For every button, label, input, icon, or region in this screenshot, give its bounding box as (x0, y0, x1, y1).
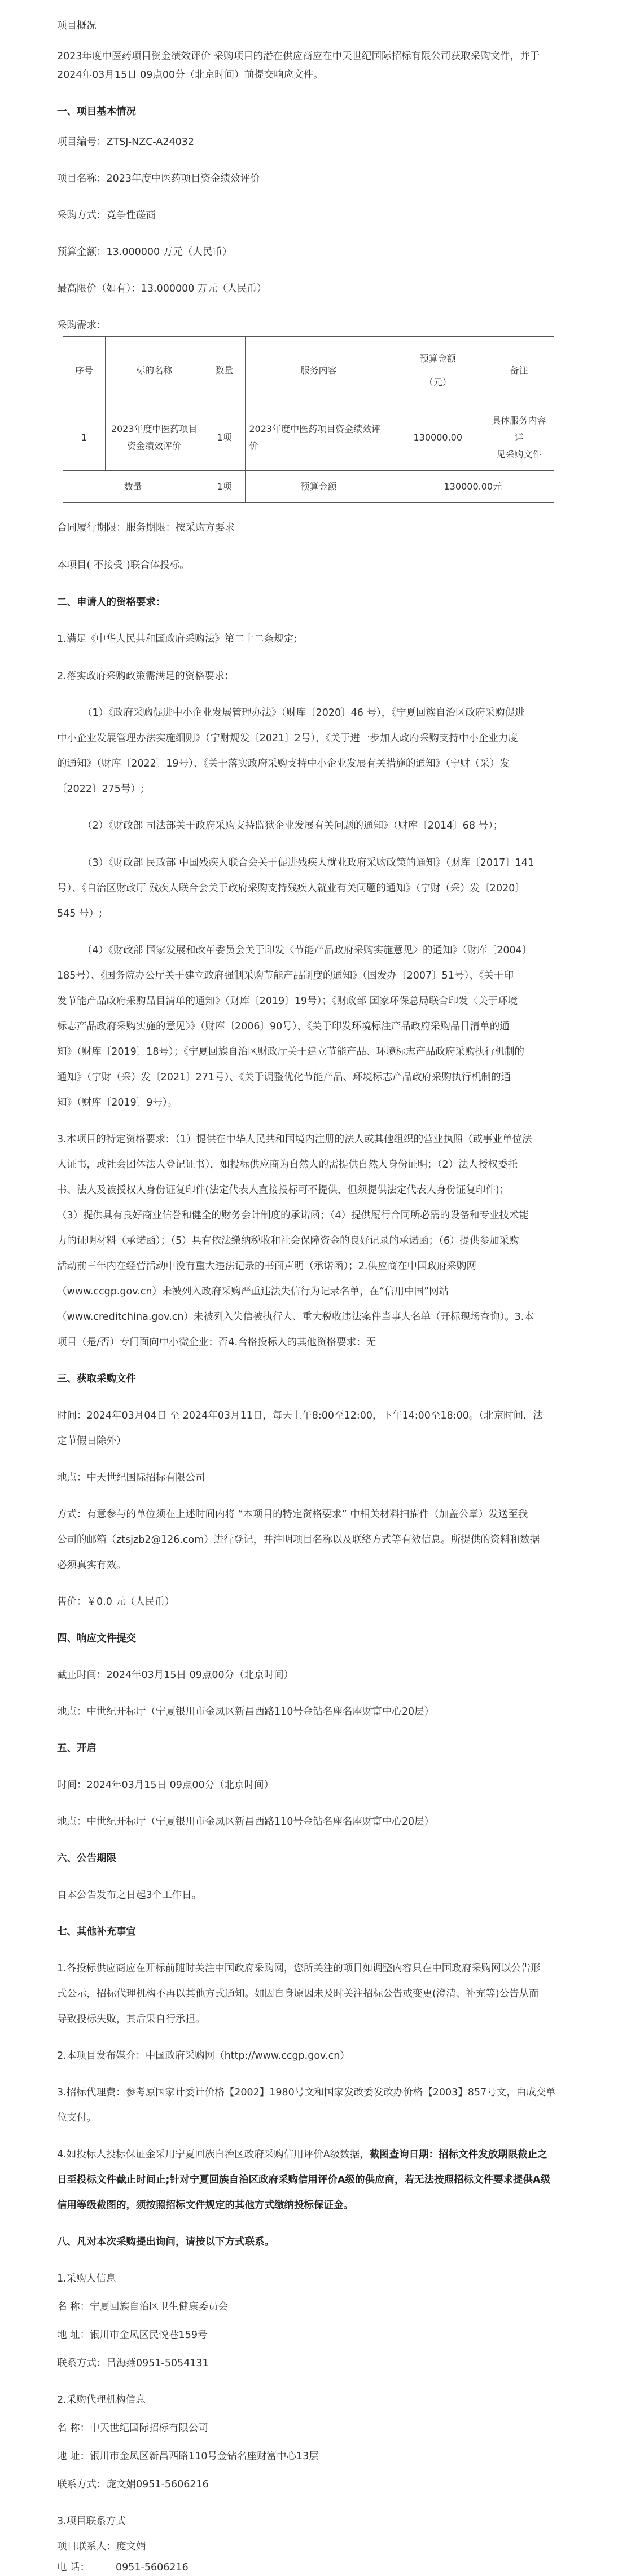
table-row (63, 404, 554, 471)
agency-name: 名 称：中天世纪国际招标有限公司 (57, 2423, 209, 2434)
other-2-media: 2.本项目发布媒介：中国政府采购网（http://www.ccgp.gov.cn） (57, 2050, 350, 2062)
q2-3-line-2: 号）、《自治区财政厅 残疾人联合会关于政府采购支持残疾人就业有关问题的通知》（宁财（采）发〔2020〕 (57, 883, 525, 894)
header-service-content: 服务内容 (246, 337, 392, 404)
opening-place: 地点：中世纪开标厅（宁夏银川市金凤区新昌西路110号金钻名座名座财富中心20层） (57, 1816, 435, 1828)
get-time-line-2: 定节假日除外） (57, 1435, 126, 1447)
q3-line-4: （3）提供具有良好商业信誉和健全的财务会计制度的承诺函；（4）提供履行合同所必需的设备和专业技术能 (57, 1210, 529, 1221)
q2-4-line-4: 标志产品政府采购实施的意见〉》（财库〔2006〕90号）、《关于印发环境标注产品政府采购品目清单的通 (57, 1021, 510, 1032)
header-quantity: 数量 (203, 337, 246, 404)
cell-service-content (246, 404, 392, 471)
cell-item-name-line-1: 2023年度中医药项目 (111, 423, 198, 434)
q2-3-line-1: （3）《财政部 民政部 中国残疾人联合会关于促进残疾人就业政府采购政策的通知》（财库〔2017〕141 (82, 857, 534, 869)
cell-note (484, 404, 554, 471)
q2-1-line-3: 的通知》（财库〔2022〕19号）、《关于落实政府采购支持中小企业发展有关措施的通知》（宁财（采）发 (57, 758, 510, 769)
section-1-title: 一、项目基本情况 (57, 106, 136, 117)
q3-line-8: （www.creditchina.gov.cn）未被列入失信被执行人、重大税收违法案件当事人名单（开标现场查询）。3.本 (57, 1311, 534, 1323)
q3-line-3: 书、法人及被授权人身份证复印件(法定代表人直接投标可不提供，但须提供法定代表人身份证复印件)； (57, 1184, 510, 1196)
other-4-normal-text: 4.如投标人投标保证金采用宁夏回族自治区政府采购信用评价A级数据， (57, 2149, 370, 2160)
overview-line-1: 2023年度中医药项目资金绩效评价 采购项目的潜在供应商应在中天世纪国际招标有限公司获取采购文件，并于 (57, 51, 540, 62)
section-8-title: 八、凡对本次采购提出询问，请按以下方式联系。 (57, 2236, 274, 2248)
opening-time: 时间：2024年03月15日 09点00分（北京时间） (57, 1780, 274, 1791)
q2-4-line-2: 185号）、《国务院办公厅关于建立政府强制采购节能产品制度的通知》（国发办〔2007〕51号）、《关于印 (57, 970, 514, 981)
project-contact-person: 项目联系人：庞文娟 (57, 2541, 146, 2552)
get-place: 地点：中天世纪国际招标有限公司 (57, 1472, 205, 1483)
q2-1-line-1: （1）《政府采购促进中小企业发展管理办法》（财库〔2020〕46 号），《宁夏回族自治区政府采购促进 (82, 707, 525, 719)
procurement-method: 采购方式：竞争性磋商 (57, 210, 156, 221)
q2-3-line-3: 545 号）; (57, 908, 102, 919)
get-time-line-1: 时间：2024年03月04日 至 2024年03月11日，每天上午8:00至12:00，下午14:00至18:00。（北京时间，法 (57, 1410, 544, 1421)
qualification-2-2: （2）《财政部 司法部关于政府采购支持监狱企业发展有关问题的通知》（财库〔2014〕68 号）； (82, 820, 503, 831)
header-note: 备注 (484, 337, 554, 404)
other-4-line-2: 日至投标文件截止时间止;针对宁夏回族自治区政府采购信用评价A级的供应商，若无法按照招标文件要求提供A级 (57, 2174, 551, 2186)
q2-4-line-7: 知》（财库〔2019〕9号）。 (57, 1097, 178, 1108)
other-4-line-1 (57, 2148, 547, 2161)
purchaser-contact: 联系方式：吕海燕0951-5054131 (57, 2358, 209, 2369)
other-3-line-1: 3.招标代理费：参考原国家计委计价格【2002】1980号文和国家发改委发改办价格【2003】857号文，由成交单 (57, 2087, 556, 2098)
consortium-note: 本项目( 不接受 )联合体投标。 (57, 560, 190, 571)
other-4-bold-text: 截图查询日期：招标文件发放期限截止之 (369, 2149, 547, 2160)
cell-note-line-1: 具体服务内容详 (492, 415, 546, 443)
cell-quantity: 1项 (203, 404, 246, 471)
agency-contact: 联系方式：庞文娟0951-5606216 (57, 2479, 209, 2490)
purchaser-name: 名 称：宁夏回族自治区卫生健康委员会 (57, 2301, 229, 2313)
cell-note-line-2: 见采购文件 (496, 448, 542, 460)
table-total-row (63, 471, 554, 503)
q2-1-line-4: 〔2022〕275号）; (57, 783, 144, 795)
agency-address: 地 址：银川市金凤区新昌西路110号金钻名座财富中心13层 (57, 2451, 319, 2462)
submission-deadline: 截止时间：2024年03月15日 09点00分（北京时间） (57, 1670, 294, 1681)
other-3-line-2: 位支付。 (57, 2112, 97, 2124)
document-price: 售价：￥0.0 元（人民币） (57, 1596, 175, 1608)
total-budget: 130000.00元 (392, 471, 554, 503)
qualification-1: 1.满足《中华人民共和国政府采购法》第二十二条规定; (57, 633, 297, 645)
q2-1-line-2: 中小企业发展管理办法实施细则》（宁财规发〔2021〕2号），《关于进一步加大政府采购支持中小企业力度 (57, 733, 518, 744)
table-header-row (63, 337, 554, 404)
q2-4-line-5: 知》（财库〔2019〕18号）；《宁夏回族自治区财政厅关于建立节能产品、环境标志产品政府采购执行机制的 (57, 1046, 525, 1058)
header-budget-line-1: 预算金额 (419, 353, 456, 364)
get-method-line-3: 必须真实有效。 (57, 1560, 126, 1571)
section-6-title: 六、公告期限 (57, 1853, 116, 1864)
project-number: 项目编号：ZTSJ-NZC-A24032 (57, 136, 195, 148)
section-5-title: 五、开启 (57, 1743, 97, 1754)
other-1-line-3: 导致投标失败，其后果自行承担。 (57, 2014, 205, 2025)
requirements-table (63, 336, 554, 503)
q3-line-5: 力的证明材料（承诺函）；（5）具有依法缴纳税收和社会保障资金的良好记录的承诺函；（6）提供参加采购 (57, 1235, 519, 1247)
header-budget-line-2: （元） (424, 376, 452, 387)
submission-place: 地点：中世纪开标厅（宁夏银川市金凤区新昌西路110号金钻名座名座财富中心20层） (57, 1706, 435, 1718)
section-7-title: 七、其他补充事宜 (57, 1926, 136, 1937)
section-4-title: 四、响应文件提交 (57, 1633, 136, 1644)
max-price-limit: 最高限价（如有）：13.000000 万元（人民币） (57, 283, 267, 294)
other-1-line-1: 1.各投标供应商应在开标前随时关注中国政府采购网，您所关注的项目如调整内容只在中国政府采购网以公告形 (57, 1963, 541, 1974)
q3-line-2: 人证书，或社会团体法人登记证书），如投标供应商为自然人的需提供自然人身份证明；（2）法人授权委托 (57, 1159, 518, 1170)
project-contact-phone-label: 电 话： (57, 2562, 90, 2573)
header-item-name: 标的名称 (106, 337, 203, 404)
qualification-2: 2.落实政府采购政策需满足的资格要求： (57, 671, 235, 682)
header-budget (392, 337, 484, 404)
cell-no: 1 (63, 404, 106, 471)
budget-amount: 预算金额：13.000000 万元（人民币） (57, 246, 233, 258)
q3-line-9: 项目（是/否）专门面向中小微企业：否4.合格投标人的其他资格要求：无 (57, 1337, 376, 1348)
section-3-title: 三、获取采购文件 (57, 1373, 136, 1385)
cell-item-name (106, 404, 203, 471)
section-2-title: 二、申请人的资格要求： (57, 597, 166, 608)
q2-4-line-6: 通知》（宁财（采）发〔2021〕271号）、《关于调整优化节能产品、环境标志产品政府采购执行机制的通 (57, 1072, 511, 1083)
overview-line-2: 2024年03月15日 09点00分（北京时间）前提交响应文件。 (57, 69, 323, 81)
procurement-needs-label: 采购需求： (57, 320, 107, 331)
q3-line-7: （www.ccgp.gov.cn）未被列入政府采购严重违法失信行为记录名单，在“信用中国”网站 (57, 1286, 449, 1297)
header-no: 序号 (63, 337, 106, 404)
other-4-line-3: 信用等级截图的，须按照招标文件规定的其他方式缴纳投标保证金。 (57, 2200, 353, 2211)
project-name: 项目名称：2023年度中医药项目资金绩效评价 (57, 173, 260, 184)
q3-line-1: 3.本项目的特定资格要求：（1）提供在中华人民共和国境内注册的法人或其他组织的营业执照（或事业单位法 (57, 1134, 532, 1145)
contact-1-title: 1.采购人信息 (57, 2273, 116, 2284)
total-quantity: 1项 (203, 471, 246, 503)
cell-budget: 130000.00 (392, 404, 484, 471)
q2-4-line-1: （4）《财政部 国家发展和改革委员会关于印发〈节能产品政府采购实施意见〉的通知》（财库〔2004〕 (82, 945, 532, 956)
notice-period: 自本公告发布之日起3个工作日。 (57, 1890, 202, 1901)
cell-item-name-line-2: 资金绩效评价 (127, 440, 182, 451)
q3-line-6: 活动前三年内在经营活动中没有重大违法记录的书面声明（承诺函）；2.供应商在中国政府采购网 (57, 1261, 476, 1272)
project-contact-phone: 0951-5606216 (116, 2562, 189, 2573)
cell-service-content-line-2: 价 (249, 440, 258, 451)
overview-title: 项目概况 (57, 20, 97, 32)
contact-2-title: 2.采购代理机构信息 (57, 2394, 146, 2406)
get-method-line-1: 方式：有意参与的单位须在上述时间内将 “本项目的特定资格要求” 中相关材料扫描件（加盖公章）发送至我 (57, 1509, 528, 1520)
purchaser-address: 地 址：银川市金凤区民悦巷159号 (57, 2330, 208, 2341)
contact-3-title: 3.项目联系方式 (57, 2516, 126, 2527)
get-method-line-2: 公司的邮箱（ztsjzb2@126.com）进行登记，并注明项目名称以及联络方式等有效信息。所提供的资料和数据 (57, 1534, 540, 1545)
other-1-line-2: 式公示，招标代理机构不再以其他方式通知。如因自身原因未及时关注招标公告或变更(澄清、补充等)公告从而 (57, 1988, 539, 2000)
q2-4-line-3: 发节能产品政府采购品目清单的通知》（财库〔2019〕19号）；《财政部 国家环保总局联合印发〈关于环境 (57, 996, 518, 1007)
total-quantity-label: 数量 (63, 471, 203, 503)
cell-service-content-line-1: 2023年度中医药项目资金绩效评 (249, 423, 381, 434)
contract-period: 合同履行期限：服务期限：按采购方要求 (57, 522, 235, 534)
total-budget-label: 预算金额 (246, 471, 392, 503)
